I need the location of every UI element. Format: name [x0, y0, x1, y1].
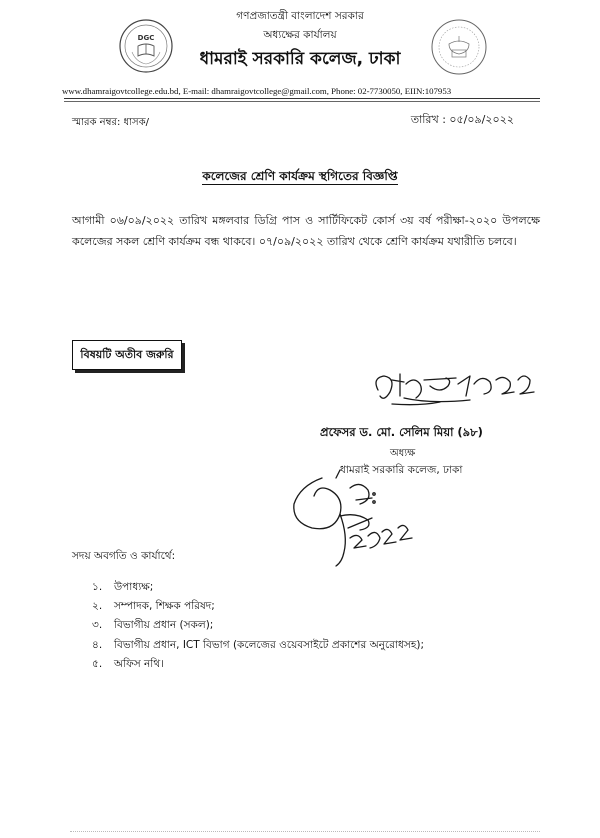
list-item-text: উপাধ্যক্ষ; — [114, 581, 154, 593]
list-item — [92, 597, 424, 616]
signatory-name: প্রফেসর ড. মো. সেলিম মিয়া (৯৮) — [320, 425, 483, 439]
memo-date: তারিখ : ০৫/০৯/২০২২ — [410, 113, 514, 126]
government-line: গণপ্রজাতন্ত্রী বাংলাদেশ সরকার — [236, 10, 364, 22]
svg-text:DGC: DGC — [137, 34, 155, 42]
distribution-heading: সদয় অবগতি ও কার্যার্থে: — [72, 550, 176, 562]
footer-divider — [70, 831, 540, 832]
list-item-number: ১. — [92, 581, 103, 593]
distribution-list — [92, 578, 424, 674]
college-name-heading: ধামরাই সরকারি কলেজ, ঢাকা — [199, 49, 401, 69]
header-divider — [64, 98, 540, 99]
notice-title — [0, 168, 600, 188]
urgent-badge — [72, 340, 182, 370]
memo-number: স্মারক নম্বর: ধাসক/ — [72, 117, 150, 128]
office-line: অধ্যক্ষের কার্যালয় — [263, 29, 337, 41]
contact-line: www.dhamraigovtcollege.edu.bd, E-mail: dhamraigovtcollege@gmail.com, Phone: 02-7730050, EIIN:107953 — [62, 86, 452, 96]
signatory-college: ধামরাই সরকারি কলেজ, ঢাকা — [340, 464, 463, 476]
list-item — [92, 578, 424, 597]
list-item-number: ৩. — [92, 619, 103, 632]
list-item — [92, 636, 424, 655]
list-item-number: ৪. — [92, 638, 103, 651]
list-item-text: বিভাগীয় প্রধান (সকল); — [114, 619, 214, 632]
notice-title-text: কলেজের শ্রেণি কার্যক্রম স্থগিতের বিজ্ঞপ্তি — [202, 169, 398, 183]
list-item — [92, 655, 424, 674]
list-item-text: সম্পাদক, শিক্ষক পরিষদ; — [114, 600, 215, 613]
header-divider-thin — [64, 101, 540, 102]
list-item-text: অফিস নথি। — [114, 657, 164, 670]
list-item — [92, 616, 424, 635]
notice-body: আগামী ০৬/০৯/২০২২ তারিখ মঙ্গলবার ডিগ্রি পাস ও সার্টিফিকেট কোর্স ৩য় বর্ষ পরীক্ষা-২০২০ উপলক্ষে কলেজের সকল শ্রেণি কার্যক্রম বন্ধ থাকবে। ০৭/০৯/২০২২ তারিখ থেকে শ্রেণি কার্যক্রম যথারীতি চলবে। — [72, 214, 540, 248]
signatory-designation: অধ্যক্ষ — [390, 448, 416, 459]
list-item-number: ৫. — [92, 657, 103, 670]
urgent-label: বিষয়টি অতীব জরুরি — [80, 347, 174, 361]
list-item-number: ২. — [92, 600, 103, 613]
list-item-text: বিভাগীয় প্রধান, ICT বিভাগ (কলেজের ওয়েবসাইটে প্রকাশের অনুরোধসহ); — [114, 638, 425, 651]
